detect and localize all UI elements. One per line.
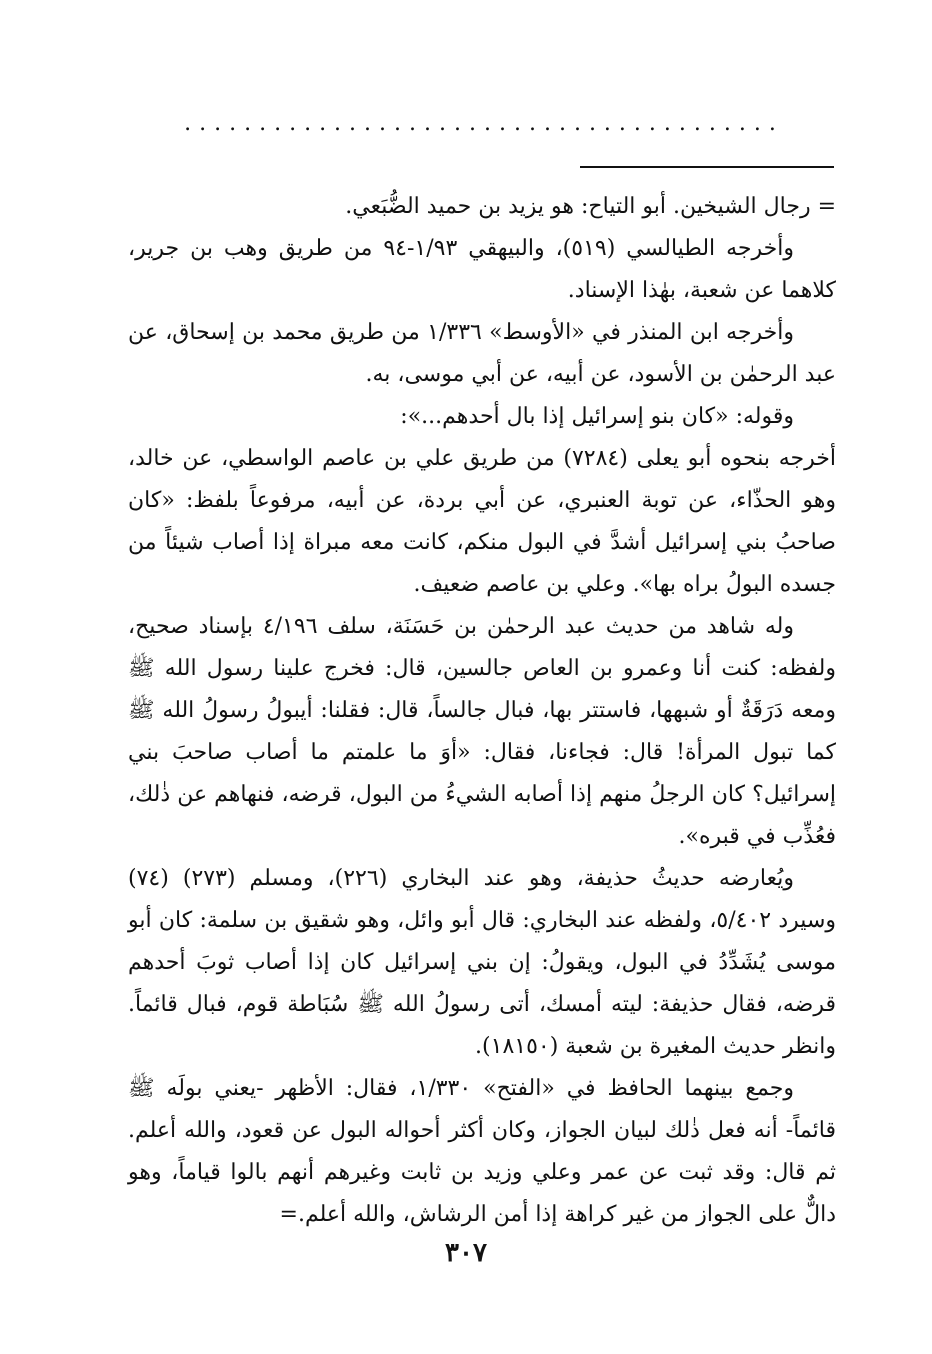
footnote-paragraph: وله شاهد من حديث عبد الرحمٰن بن حَسَنَة، سلف ٤/١٩٦ بإسناد صحيح، ولفظه: كنت أنا وعمرو بن العاص جالسين، قال: فخرج علينا رسول الله ﷺ ومعه دَرَقَةٌ أو شبهها، فاستتر بها، فبال جالساً، قال: فقلنا: أيبولُ رسولُ الله ﷺ كما تبول المرأة! قال: فجاءنا، فقال: «أوَ ما علمتم ما أصاب صاحبَ بني إسرائيل؟ كان الرجلُ منهم إذا أصابه الشيءُ من البول، قرضه، فنهاهم عن ذٰلك، فعُذِّب في قبره». bbox=[128, 614, 836, 849]
footnote-rule bbox=[580, 166, 834, 168]
footnote-paragraph: وجمع بينهما الحافظ في «الفتح» ١/٣٣٠، فقال: الأظهر -يعني بولَه ﷺ قائماً- أنه فعل ذٰلك لبيان الجواز، وكان أكثر أحواله البول عن قعود، والله أعلم. ثم قال: وقد ثبت عن عمر وعلي وزيد بن ثابت وغيرهم أنهم بالوا قياماً، وهو دالٌّ على الجواز من غير كراهة إذا أمن الرشاش، والله أعلم.= bbox=[128, 1076, 836, 1227]
footnote-paragraph: = رجال الشيخين. أبو التياح: هو يزيد بن حميد الضُّبَعي. bbox=[345, 194, 836, 219]
footnote-paragraph: وأخرجه ابن المنذر في «الأوسط» ١/٣٣٦ من طريق محمد بن إسحاق، عن عبد الرحمٰن بن الأسود، عن أبيه، عن أبي موسى، به. bbox=[128, 320, 836, 387]
page-number: ٣٠٧ bbox=[445, 1238, 487, 1268]
footnote-paragraph: وأخرجه الطيالسي (٥١٩)، والبيهقي ١/٩٣-٩٤ من طريق وهب بن جرير، كلاهما عن شعبة، بهٰذا الإسناد. bbox=[128, 236, 836, 303]
footnote-paragraph: ويُعارضه حديثُ حذيفة، وهو عند البخاري (٢٢٦)، ومسلم (٢٧٣) (٧٤) وسيرد ٥/٤٠٢، ولفظه عند البخاري: قال أبو وائل، وهو شقيق بن سلمة: كان أبو موسى يُشَدِّدُ في البول، ويقولُ: إن بني إسرائيل كان إذا أصاب ثوبَ أحدهم قرضه، فقال حذيفة: ليته أمسك، أتى رسولُ الله ﷺ سُبَاطة قوم، فبال قائماً. وانظر حديث المغيرة بن شعبة (١٨١٥٠). bbox=[128, 866, 836, 1059]
footnote-paragraph: وقوله: «كان بنو إسرائيل إذا بال أحدهم...»: bbox=[400, 404, 794, 429]
dotted-separator: ........................................ bbox=[184, 112, 784, 136]
footnote-paragraph: أخرجه بنحوه أبو يعلى (٧٢٨٤) من طريق علي بن عاصم الواسطي، عن خالد، وهو الحذّاء، عن توبة العنبري، عن أبي بردة، عن أبيه، مرفوعاً بلفظ: «كان صاحبُ بني إسرائيل أشدَّ في البول منكم، كانت معه مبراة إذا أصاب شيئاً من جسده البولُ براه بها». وعلي بن عاصم ضعيف. bbox=[128, 446, 836, 597]
footnote-body bbox=[128, 186, 836, 1236]
